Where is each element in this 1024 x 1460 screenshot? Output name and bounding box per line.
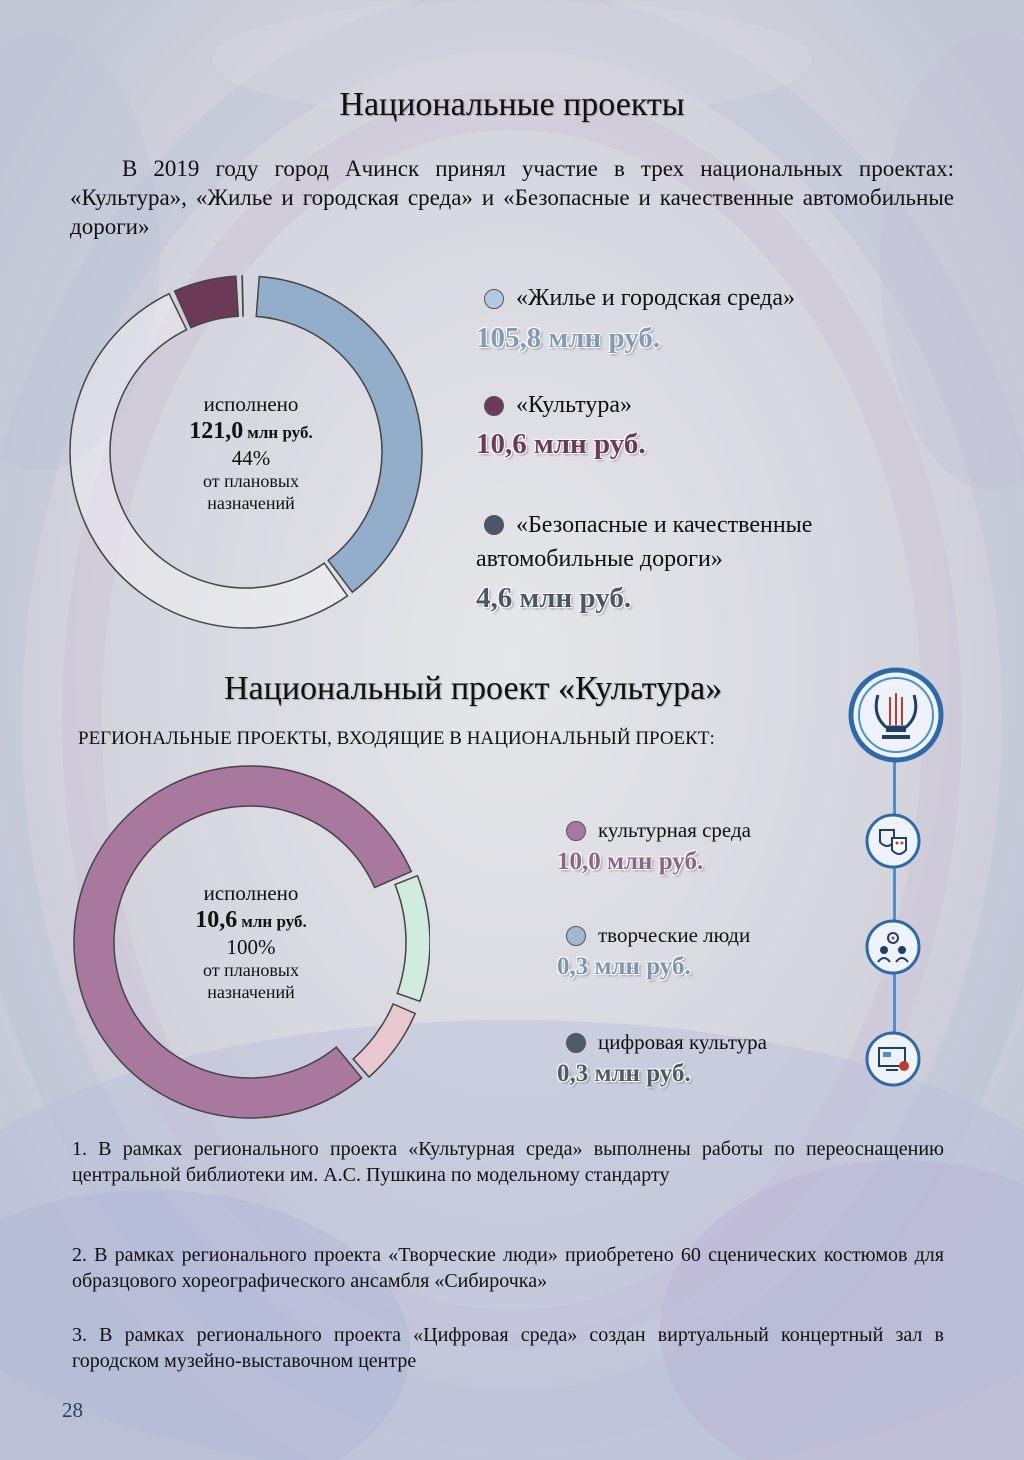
legend-dot-culture (484, 396, 504, 416)
chart2-center-label: исполнено (203, 881, 299, 905)
legend-label-culture: «Культура» (516, 392, 632, 418)
culture-section-title: Национальный проект «Культура» (224, 670, 723, 707)
amount-creative-people: 0,3 млн руб. (557, 953, 691, 980)
chart1-center-amount: 121,0 (189, 418, 244, 445)
chart2-center-unit: млн руб. (241, 912, 307, 932)
legend-dot-housing (484, 289, 504, 309)
chart2-center-sub1: от плановых (203, 960, 299, 981)
legend-label-roads-line2: автомобильные дороги» (476, 546, 723, 572)
legend-item-roads (476, 508, 813, 576)
page-title: Национальные проекты (339, 86, 685, 123)
legend-item-creative-people (566, 923, 750, 948)
amount-cultural-environment: 10,0 млн руб. (557, 848, 704, 875)
amount-culture: 10,6 млн руб. (476, 428, 646, 460)
legend-label-digital-culture: цифровая культура (598, 1030, 767, 1054)
legend-label-creative-people: творческие люди (598, 923, 751, 947)
legend-item-culture (484, 392, 632, 419)
amount-digital-culture: 0,3 млн руб. (557, 1060, 691, 1087)
lyre-icon (846, 665, 946, 765)
chart1-center-sub2: назначений (207, 492, 295, 513)
chart1-center-text (116, 392, 386, 514)
amount-roads: 4,6 млн руб. (476, 582, 632, 614)
chart2-center-text (116, 881, 386, 1003)
intro-paragraph: В 2019 году город Ачинск принял участие в трех национальных проектах: «Культура», «Жилье и городская среда» и «Безопасные и качественные автомобильные дороги» (70, 156, 954, 239)
legend-dot-digital-culture (566, 1033, 586, 1053)
note-3: 3. В рамках регионального проекта «Цифровая среда» создан виртуальный концертный зал в городском музейно-выставочном центре (72, 1324, 944, 1372)
legend-label-roads-line1: «Безопасные и качественные (516, 512, 813, 538)
note-1: 1. В рамках регионального проекта «Культурная среда» выполнены работы по переоснащению центральной библиотеки им. А.С. Пушкина по модельному стандарту (72, 1138, 944, 1186)
chart2-slice-digital-culture (353, 1004, 415, 1077)
legend-label-housing: «Жилье и городская среда» (516, 285, 796, 311)
legend-dot-cultural-environment (566, 821, 586, 841)
chart1-center-unit: млн руб. (247, 423, 313, 443)
chart1-center-percent: 44% (231, 445, 271, 470)
chart2-center-sub2: назначений (207, 981, 295, 1002)
chart2-center-percent: 100% (226, 934, 276, 959)
page-number: 28 (62, 1398, 83, 1422)
digital-culture-icon (864, 1030, 922, 1088)
legend-label-cultural-environment: культурная среда (598, 818, 751, 842)
legend-item-cultural-environment (566, 818, 751, 843)
chart2-center-amount: 10,6 (195, 907, 238, 934)
chart2-slice-creative-people (395, 876, 430, 1002)
theater-masks-icon (864, 812, 922, 870)
chart1-slice-culture (175, 276, 239, 327)
legend-item-digital-culture (566, 1030, 767, 1055)
amount-housing: 105,8 млн руб. (476, 322, 661, 354)
chart1-center-label: исполнено (203, 392, 299, 416)
creative-people-icon (864, 918, 922, 976)
legend-item-housing (484, 285, 795, 312)
legend-dot-roads (484, 515, 504, 535)
note-2: 2. В рамках регионального проекта «Творческие люди» приобретено 60 сценических костюмов для образцового хореографического ансамбля «Сибирочка» (72, 1244, 944, 1292)
chart1-slice-roads (242, 276, 243, 316)
legend-dot-creative-people (566, 926, 586, 946)
chart1-center-sub1: от плановых (203, 471, 299, 492)
culture-section-subtitle: РЕГИОНАЛЬНЫЕ ПРОЕКТЫ, ВХОДЯЩИЕ В НАЦИОНАЛЬНЫЙ ПРОЕКТ: (78, 728, 715, 749)
